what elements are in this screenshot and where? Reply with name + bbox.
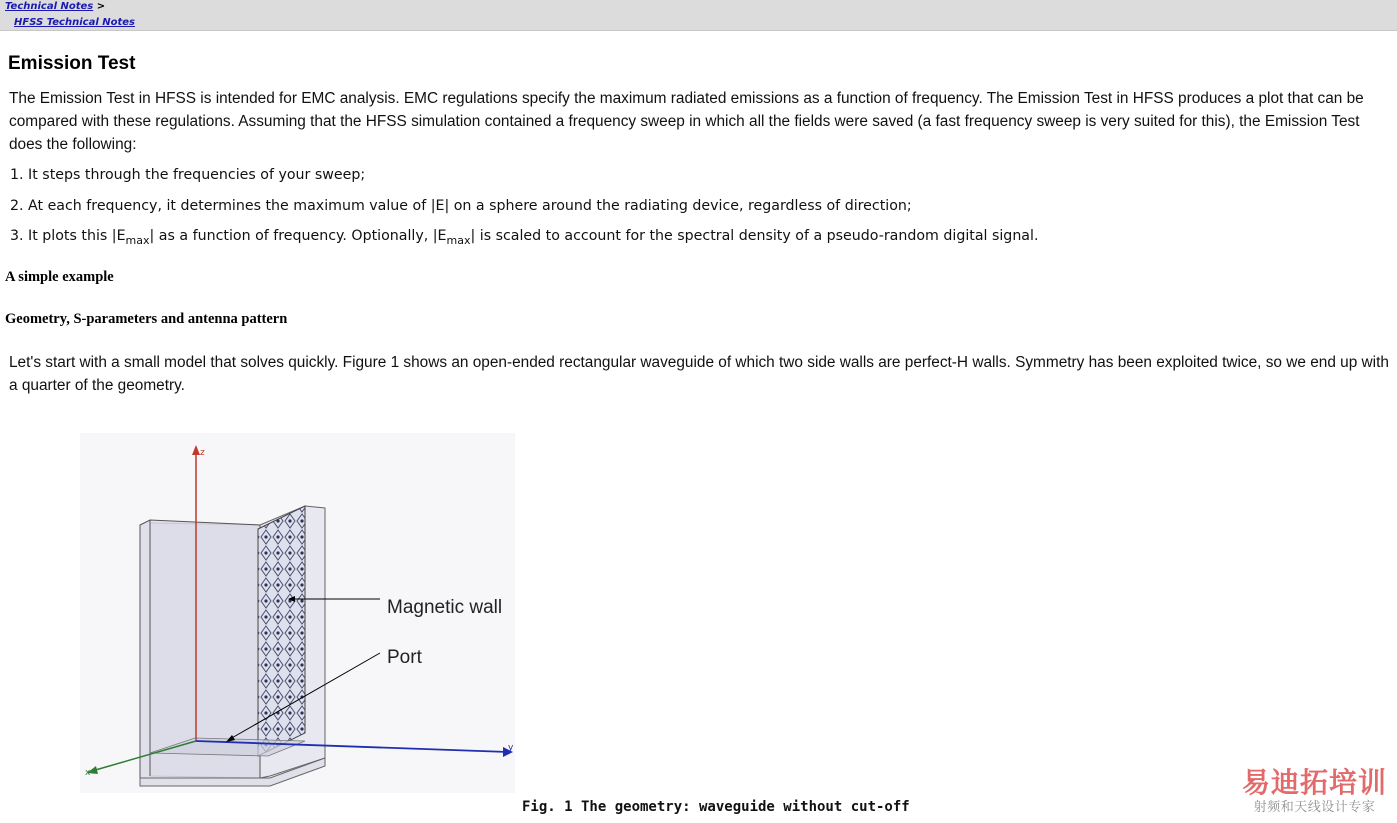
watermark-logo [1242, 767, 1387, 817]
body-paragraph-2: Let's start with a small model that solves quickly. Figure 1 shows an open-ended rectangular waveguide of which two side walls are perfect-H walls. Symmetry has been exploited twice, so we end up with a quarter of the geometry. [9, 354, 1389, 394]
port-label: Port [387, 647, 422, 668]
step-3-part-a: 3. It plots this |E [10, 228, 126, 244]
step-3-part-b: | as a function of frequency. Optionally, |E [149, 228, 447, 244]
subheading-simple-example: A simple example [5, 269, 114, 285]
step-3-part-c: | is scaled to account for the spectral density of a pseudo-random digital signal. [470, 228, 1039, 244]
watermark-line-2: 射频和天线设计专家 [1253, 800, 1376, 815]
magnetic-wall-label: Magnetic wall [387, 597, 503, 618]
breadcrumb-link-hfss-technical-notes[interactable]: HFSS Technical Notes [14, 17, 135, 28]
breadcrumb-separator: > [96, 1, 106, 12]
page-title: Emission Test [8, 53, 136, 74]
subheading-geometry: Geometry, S-parameters and antenna pattern [5, 311, 288, 327]
intro-paragraph: The Emission Test in HFSS is intended for EMC analysis. EMC regulations specify the maximum radiated emissions as a function of frequency. The Emission Test in HFSS produces a plot that can be compared with these regulations. Assuming that the HFSS simulation contained a frequency sweep in which all the fields were saved (a fast frequency sweep is very suited for this), the Emission Test does the following: [9, 90, 1364, 153]
step-3-subscript-2: max [446, 233, 471, 247]
x-axis-label: x [85, 768, 91, 778]
watermark-line-1: 易迪拓培训 [1242, 766, 1388, 799]
step-1: 1. It steps through the frequencies of your sweep; [10, 167, 366, 183]
y-axis-label: y [508, 743, 514, 753]
step-3 [10, 226, 1038, 251]
z-axis-label: z [200, 448, 205, 458]
figure-caption: Fig. 1 The geometry: waveguide without cut-off [522, 799, 910, 815]
breadcrumb-link-technical-notes[interactable]: Technical Notes [5, 1, 94, 12]
step-3-subscript-1: max [125, 233, 150, 247]
breadcrumb [0, 0, 1397, 31]
geometry-figure [80, 433, 515, 793]
step-2: 2. At each frequency, it determines the maximum value of |E| on a sphere around the radiating device, regardless of direction; [10, 198, 912, 214]
